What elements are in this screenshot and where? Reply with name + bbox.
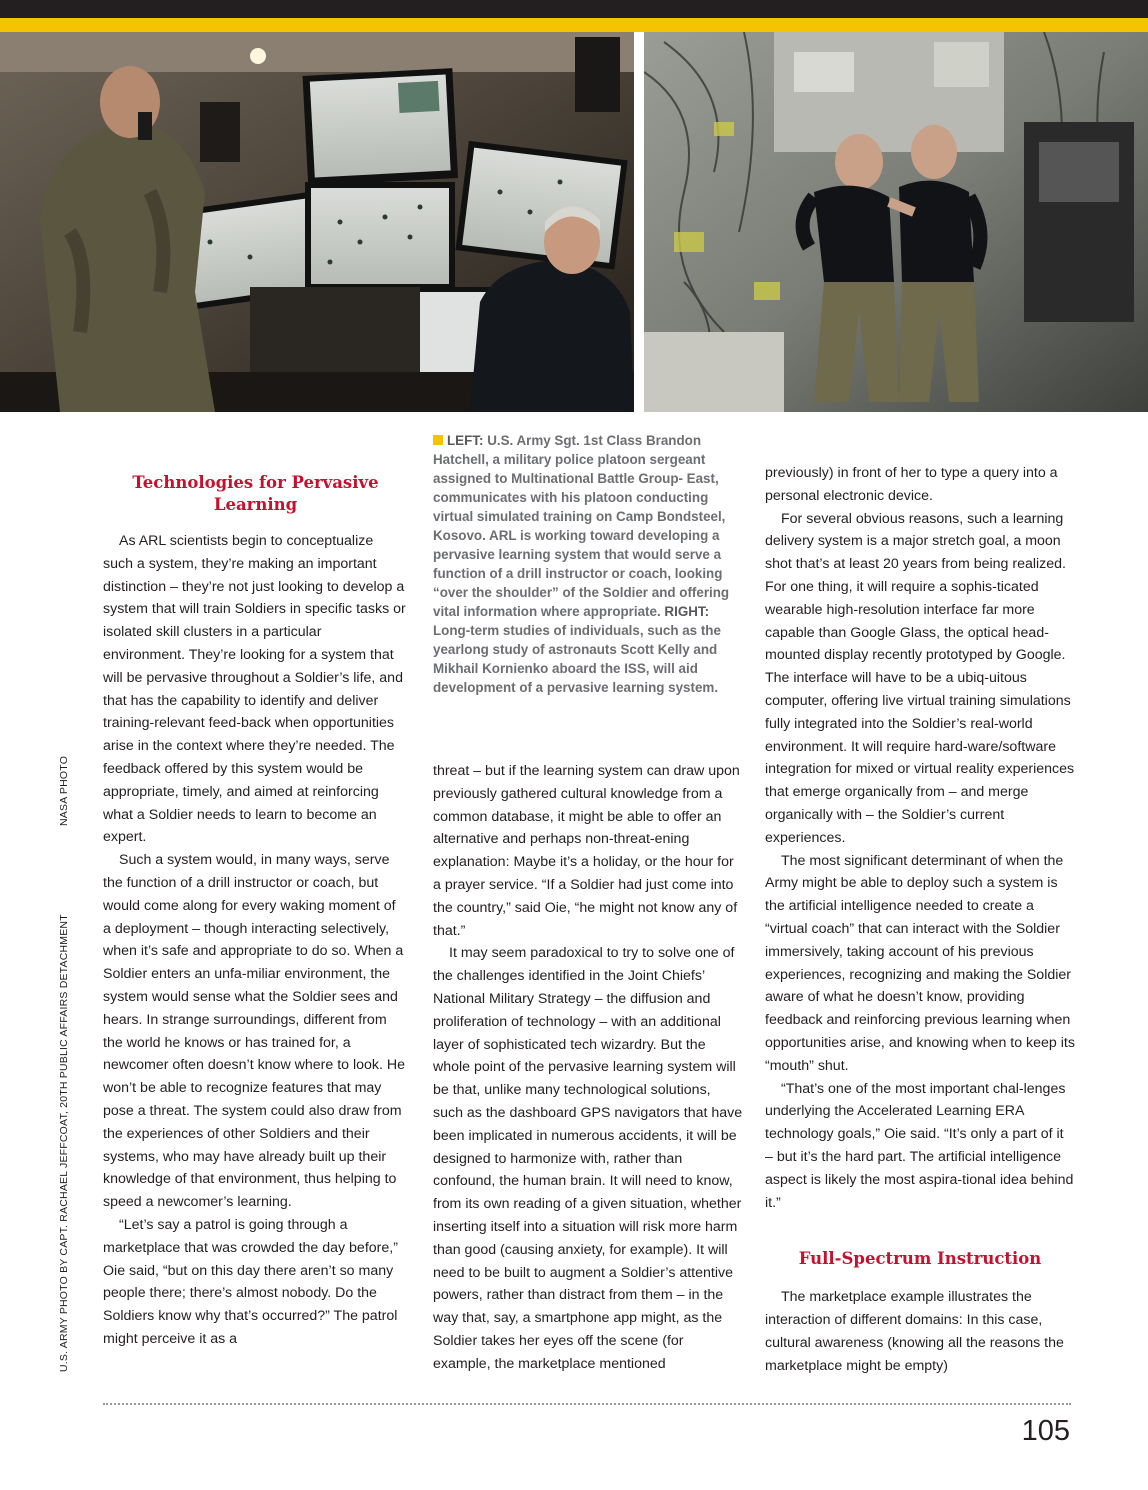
photo-soldiers-simulation bbox=[0, 32, 634, 412]
paragraph: The most significant determinant of when the Army might be able to deploy such a system is the artificial intelligence needed to create a “virtual coach” that can interact with the Soldier immersively, taking account of his previous experiences, recognizing and making the Soldier aware of what he doesn’t know, providing feedback and reinforcing previous learning when opportunities arise, and knowing when to keep its “mouth” shut. bbox=[765, 852, 1075, 1074]
article-column-1 bbox=[103, 530, 406, 1351]
paragraph: “That’s one of the most important chal-lenges underlying the Accelerated Learning ERA technology goals,” Oie said. “It’s only a part of it – but it’s the hard part. The artificial intelligence aspect is likely the most aspira-tional idea behind it.” bbox=[765, 1080, 1074, 1211]
article-column-2 bbox=[433, 760, 743, 1376]
footer-divider bbox=[103, 1403, 1071, 1405]
caption-left-label: LEFT: bbox=[447, 433, 484, 448]
section-heading-full-spectrum: Full-Spectrum Instruction bbox=[798, 1249, 1042, 1269]
photo-credit-nasa-text: NASA PHOTO bbox=[58, 755, 70, 826]
photo-astronauts-iss bbox=[644, 32, 1148, 412]
caption-right-label: RIGHT: bbox=[664, 604, 710, 619]
photo-credit-army-text: U.S. ARMY PHOTO BY CAPT. RACHAEL JEFFCOAT, 20TH PUBLIC AFFAIRS DETACHMENT bbox=[58, 914, 70, 1372]
paragraph: previously) in front of her to type a query into a personal electronic device. bbox=[765, 465, 1058, 504]
paragraph: As ARL scientists begin to conceptualize such a system, they’re making an important distinction – they’re not just looking to develop a system that will train Soldiers in specific tasks or isolated skill clusters in a particular environment. They’re looking for a system that will be pervasive throughout a Soldier’s life, and that has the capability to identify and deliver training-relevant feed-back when opportunities arise in the context where they’re needed. The feedback offered by this system would be appropriate, timely, and aimed at reinforcing what a Soldier needs to learn to become an expert. bbox=[103, 533, 406, 846]
top-black-bar bbox=[0, 0, 1148, 18]
top-yellow-bar bbox=[0, 18, 1148, 32]
section-heading-pervasive-learning: Technologies for Pervasive Learning bbox=[132, 473, 379, 514]
page-number: 105 bbox=[1021, 1415, 1070, 1447]
paragraph: Such a system would, in many ways, serve the function of a drill instructor or coach, but would come along for every waking moment of a deployment – though interacting selectively, when it’s safe and appropriate to do so. When a Soldier enters an unfa-miliar environment, the system would sense what the Soldier sees and hears. In strange surroundings, different from the world he knows or has trained for, a newcomer often doesn’t know where to look. He won’t be able to recognize features that may pose a threat. The system could also draw from the experiences of other Soldiers and their systems, who may have already built up their knowledge of that environment, thus helping to speed a newcomer’s learning. bbox=[103, 852, 406, 1211]
caption-right-text: Long-term studies of individuals, such as the yearlong study of astronauts Scott Kelly and Mikhail Kornienko aboard the ISS, will aid development of a pervasive learning system. bbox=[433, 623, 721, 695]
paragraph: “Let’s say a patrol is going through a marketplace that was crowded the day before,” Oie said, “but on this day there aren’t so many people there; there’s almost nobody. Do the Soldiers know why that’s occurred?” The patrol might perceive it as a bbox=[103, 1216, 398, 1347]
article-column-3 bbox=[765, 462, 1075, 1377]
caption-marker bbox=[433, 435, 443, 445]
paragraph: The marketplace example illustrates the interaction of different domains: In this case, cultural awareness (knowing all the reasons the marketplace might be empty) bbox=[765, 1289, 1064, 1374]
paragraph: For several obvious reasons, such a learning delivery system is a major stretch goal, a moon shot that’s at least 20 years from being realized. For one thing, it will require a sophis-ticated wearable high-resolution interface far more capable than Google Glass, the optical head-mounted display recently prototyped by Google. The interface will have to be a ubiq-uitous computer, offering live virtual training simulations fully integrated into the Soldier’s real-world environment. It will require hard-ware/software integration for mixed or virtual reality experiences that emerge organically from – and merge organically with – the Soldier’s current experiences. bbox=[765, 510, 1075, 846]
caption-left-text: U.S. Army Sgt. 1st Class Brandon Hatchell, a military police platoon sergeant assigned to Multinational Battle Group- East, communicates with his platoon conducting virtual simulated training on Camp Bondsteel, Kosovo. ARL is working toward developing a pervasive learning system that would serve a function of a drill instructor or coach, looking “over the shoulder” of the Soldier and offering vital information where appropriate. bbox=[433, 433, 730, 619]
photo-caption bbox=[433, 431, 743, 697]
paragraph: threat – but if the learning system can draw upon previously gathered cultural knowledge from a common database, it might be able to offer an alternative and perhaps non-threat-ening explanation: Maybe it’s a holiday, or the hour for a prayer service. “If a Soldier had just come into the country,” said Oie, “he might not know any of that.” bbox=[433, 763, 740, 939]
paragraph: It may seem paradoxical to try to solve one of the challenges identified in the Joint Chiefs’ National Military Strategy – the diffusion and proliferation of technology – with an additional layer of sophisticated tech wizardry. But the whole point of the pervasive learning system will be that, unlike many technological solutions, such as the dashboard GPS navigators that have been implicated in numerous accidents, it will be designed to harmonize with, rather than confound, the human brain. It will need to know, from its own reading of a given situation, whether inserting itself into a situation will risk more harm than good (causing anxiety, for example). It will need to be built to augment a Soldier’s attentive powers, rather than distract from them – in the way that, say, a smartphone app might, as the Soldier takes her eyes off the scene (for example, the marketplace mentioned bbox=[433, 945, 743, 1372]
